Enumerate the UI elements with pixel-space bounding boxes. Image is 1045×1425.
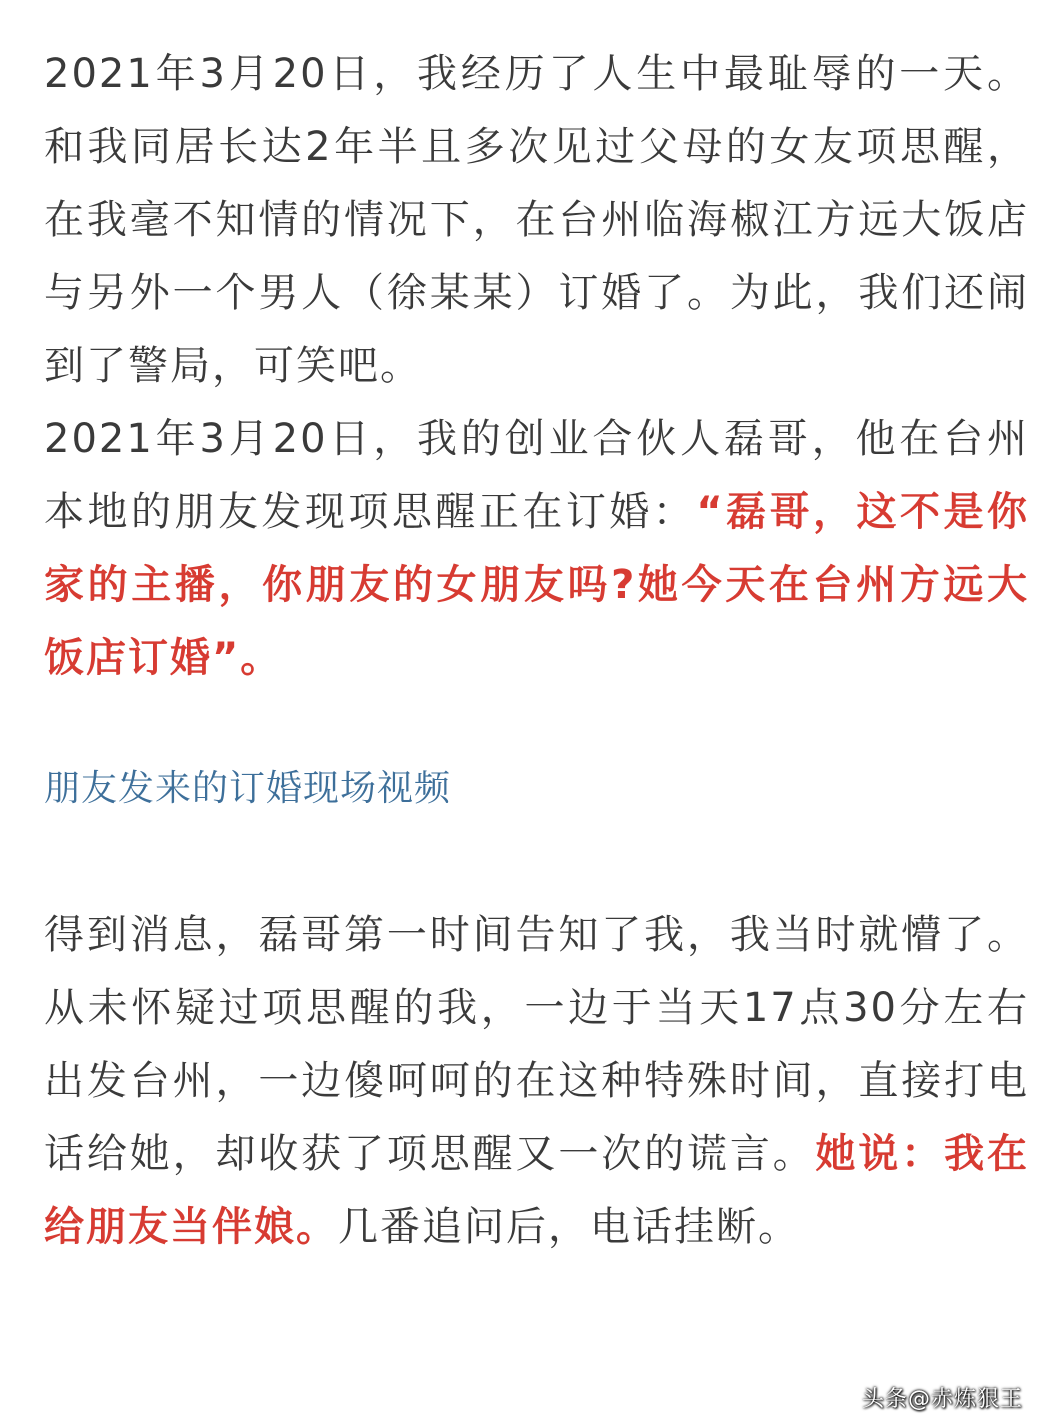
paragraph-2 (44, 403, 1029, 695)
spacer (44, 695, 1029, 759)
paragraph-1-text: 2021年3月20日，我经历了人生中最耻辱的一天。和我同居长达2年半且多次见过父母的女友项思醒，在我毫不知情的情况下，在台州临海椒江方远大饭店与另外一个男人（徐某某）订婚了。为此，我们还闹到了警局，可笑吧。 (44, 51, 1029, 389)
spacer (44, 819, 1029, 899)
video-caption: 朋友发来的订婚现场视频 (44, 768, 452, 809)
watermark: 头条@赤炼狠王 (861, 1387, 1023, 1412)
paragraph-3-text-b: 几番追问后，电话挂断。 (338, 1204, 800, 1250)
article-body (44, 38, 1029, 1264)
paragraph-2-text: 2021年3月20日，我的创业合伙人磊哥，他在台州本地的朋友发现项思醒正在订婚： (44, 416, 1029, 535)
paragraph-3-highlight: 她说：我在给朋友当伴娘。 (44, 1131, 1030, 1250)
paragraph-1 (44, 38, 1029, 403)
paragraph-3-text-a: 得到消息，磊哥第一时间告知了我，我当时就懵了。从未怀疑过项思醒的我，一边于当天17点30分左右出发台州，一边傻呵呵的在这种特殊时间，直接打电话给她，却收获了项思醒又一次的谎言。 (44, 912, 1029, 1177)
paragraph-3 (44, 899, 1029, 1264)
paragraph-2-highlight: “磊哥，这不是你家的主播，你朋友的女朋友吗?她今天在台州方远大饭店订婚”。 (44, 489, 1030, 681)
